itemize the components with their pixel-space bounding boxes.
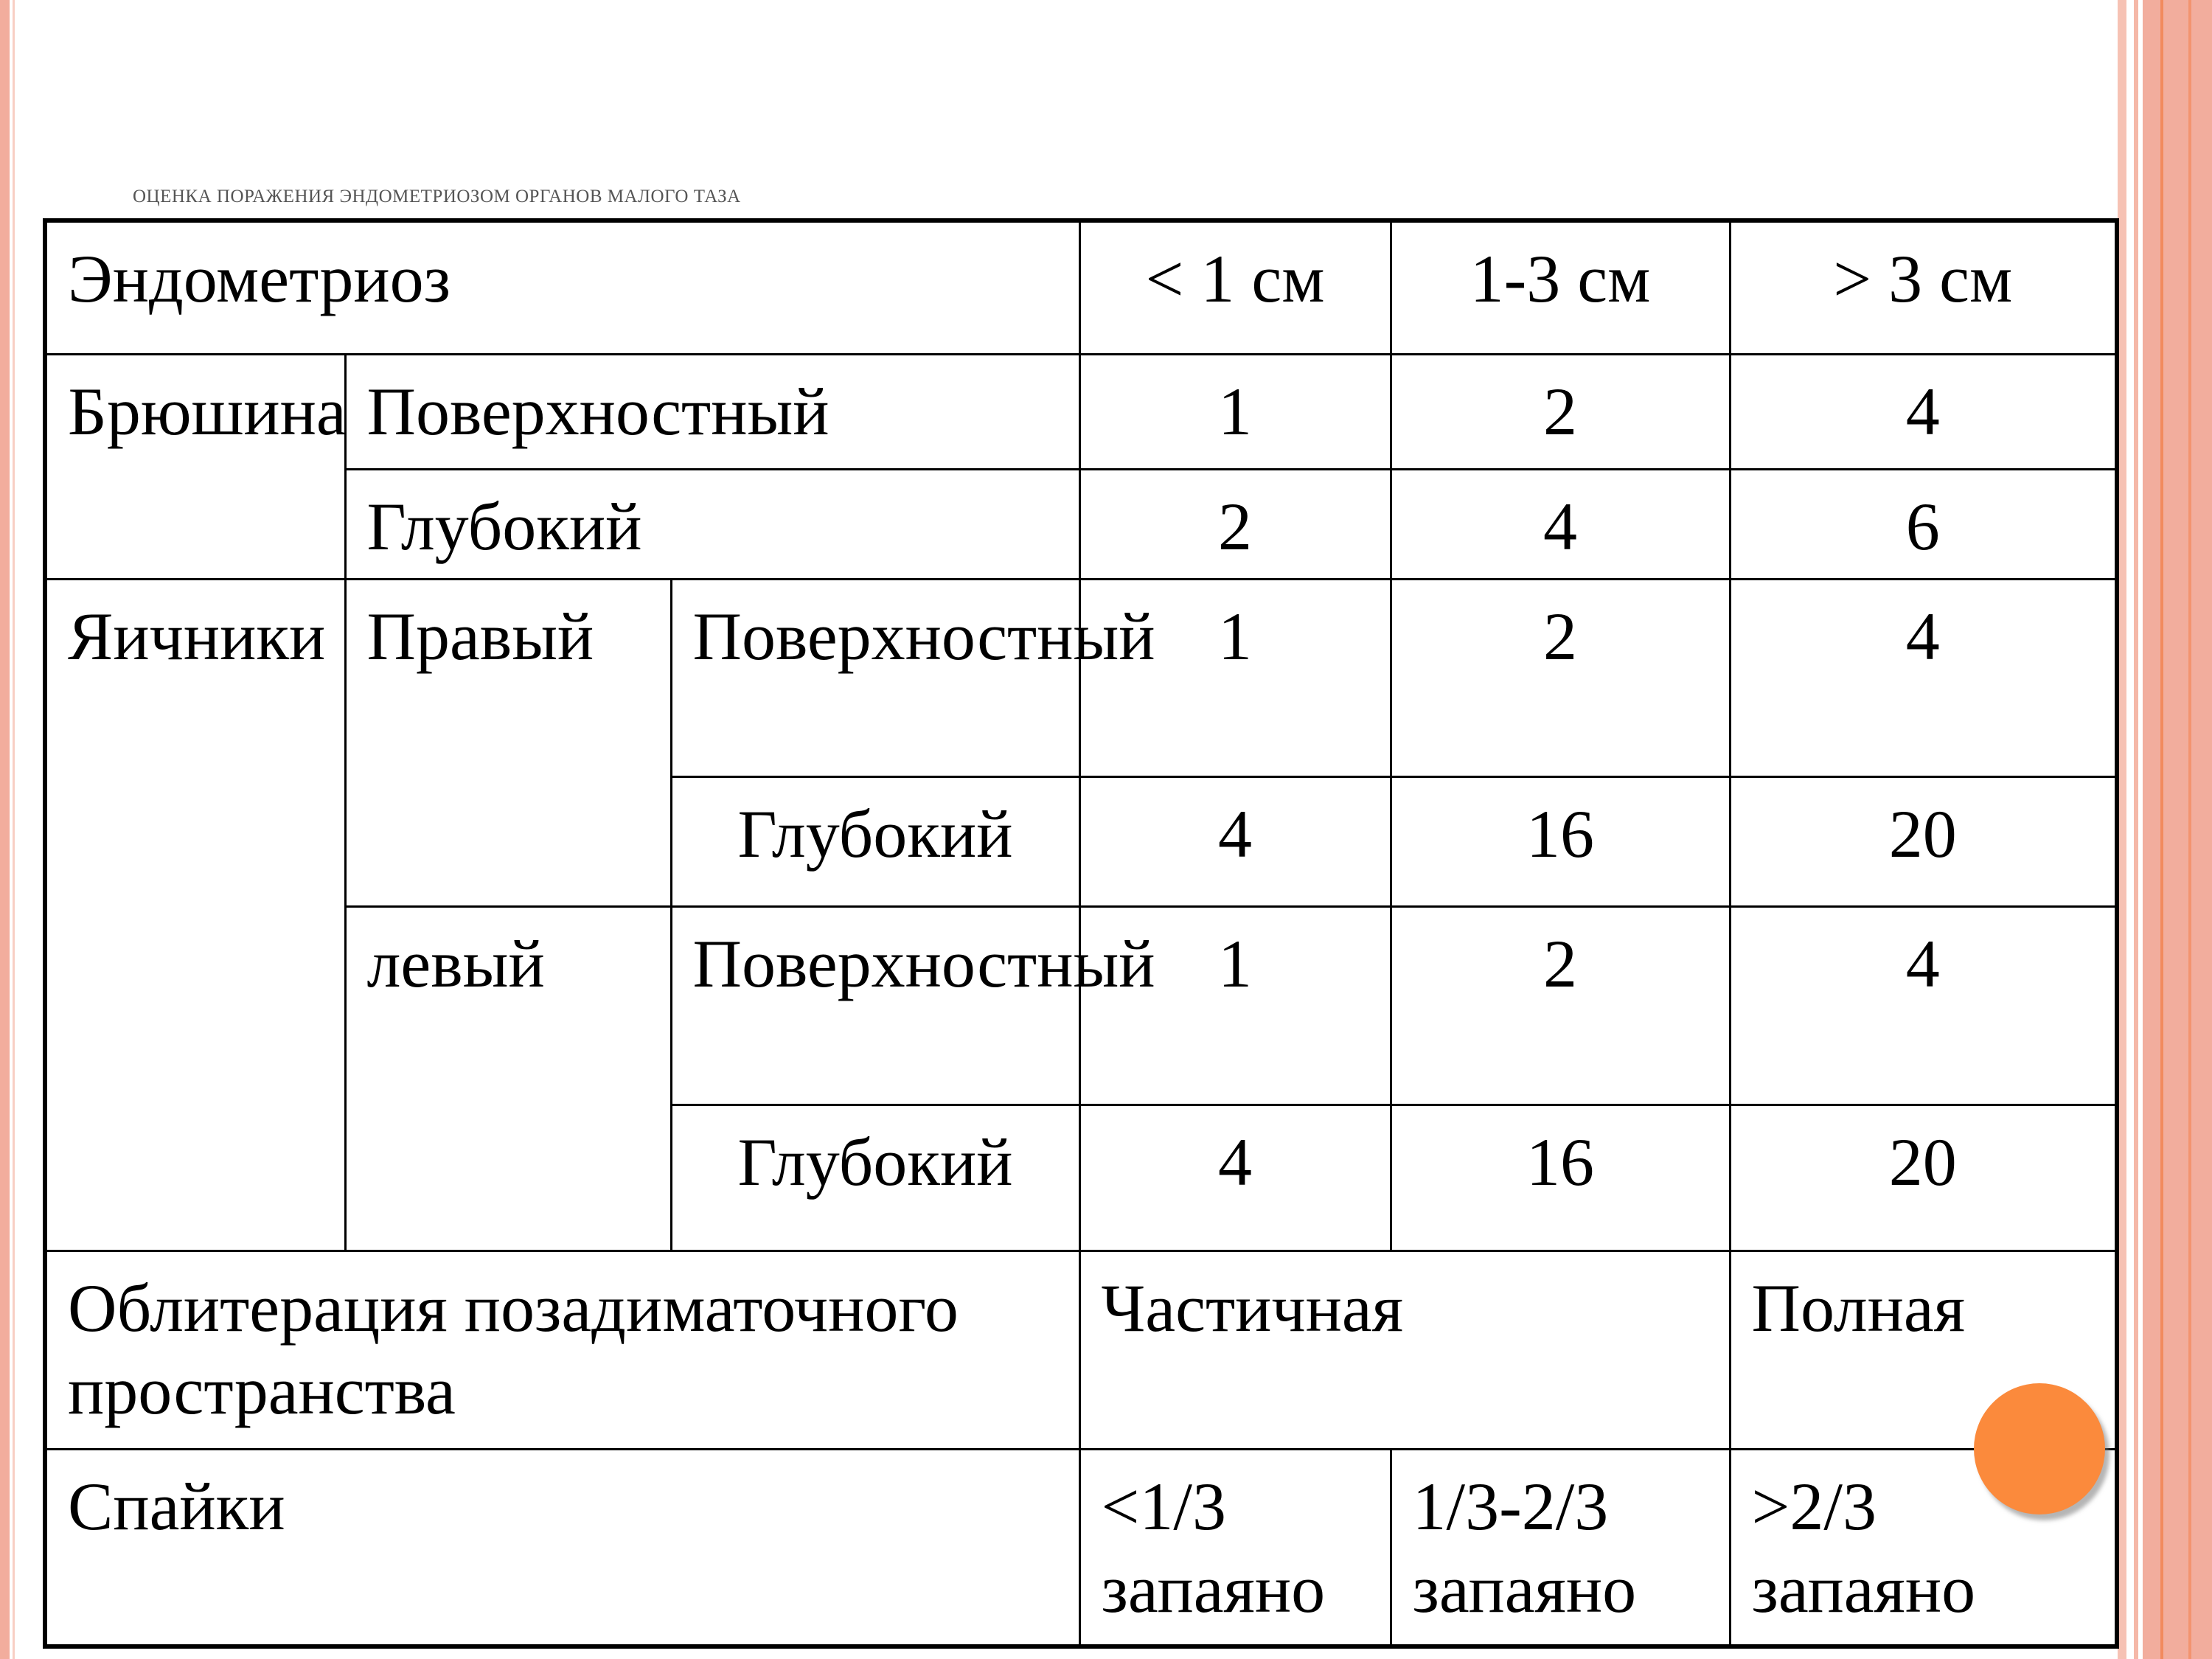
score-cell: 16 — [1391, 776, 1730, 906]
row-type: Поверхностный — [345, 354, 1079, 469]
adhesions-cell: >2/3 запаяно — [1730, 1449, 2117, 1646]
peritoneum-label: Брюшина — [45, 354, 345, 579]
orange-circle-decoration — [1974, 1383, 2105, 1514]
obliteration-full: Полная — [1730, 1251, 2117, 1449]
score-cell: 2 — [1391, 579, 1730, 776]
header-col-1-3cm: 1-3 см — [1391, 220, 1730, 354]
ovary-left-label: левый — [345, 906, 671, 1251]
score-cell: 4 — [1079, 1105, 1391, 1251]
table-row — [45, 1251, 2117, 1449]
header-row — [45, 220, 2117, 354]
table-row — [45, 579, 2117, 776]
score-cell: 2 — [1079, 469, 1391, 579]
score-cell: 1 — [1079, 354, 1391, 469]
slide-frame-left — [0, 0, 10, 1659]
row-type: Поверхностный — [671, 579, 1079, 776]
score-cell: 4 — [1730, 354, 2117, 469]
header-col-more-3cm: > 3 см — [1730, 220, 2117, 354]
score-cell: 4 — [1730, 579, 2117, 776]
score-cell: 4 — [1730, 906, 2117, 1105]
obliteration-label: Облитерация позадиматочного пространства — [45, 1251, 1079, 1449]
adhesions-cell: <1/3 запаяно — [1079, 1449, 1391, 1646]
ovary-right-label: Правый — [345, 579, 671, 906]
row-type: Глубокий — [345, 469, 1079, 579]
score-cell: 4 — [1391, 469, 1730, 579]
table-row — [45, 354, 2117, 469]
obliteration-partial: Частичная — [1079, 1251, 1730, 1449]
row-type: Глубокий — [671, 776, 1079, 906]
row-type: Глубокий — [671, 1105, 1079, 1251]
score-cell: 2 — [1391, 354, 1730, 469]
score-cell: 2 — [1391, 906, 1730, 1105]
score-cell: 1 — [1079, 906, 1391, 1105]
score-cell: 4 — [1079, 776, 1391, 906]
score-cell: 20 — [1730, 1105, 2117, 1251]
header-label: Эндометриоз — [45, 220, 1079, 354]
endometriosis-score-table — [43, 218, 2119, 1649]
adhesions-label: Спайки — [45, 1449, 1079, 1646]
table-row — [45, 469, 2117, 579]
slide-frame-right — [2118, 0, 2212, 1659]
adhesions-cell: 1/3-2/3 запаяно — [1391, 1449, 1730, 1646]
row-type: Поверхностный — [671, 906, 1079, 1105]
ovaries-label: Яичники — [45, 579, 345, 1251]
slide-title: ОЦЕНКА ПОРАЖЕНИЯ ЭНДОМЕТРИОЗОМ ОРГАНОВ МАЛОГО ТАЗА — [133, 187, 741, 206]
table-row — [45, 1449, 2117, 1646]
header-col-less-1cm: < 1 см — [1079, 220, 1391, 354]
score-cell: 20 — [1730, 776, 2117, 906]
score-cell: 6 — [1730, 469, 2117, 579]
table-row — [45, 906, 2117, 1105]
score-cell: 1 — [1079, 579, 1391, 776]
slide-frame-left-line — [13, 0, 15, 1659]
score-cell: 16 — [1391, 1105, 1730, 1251]
